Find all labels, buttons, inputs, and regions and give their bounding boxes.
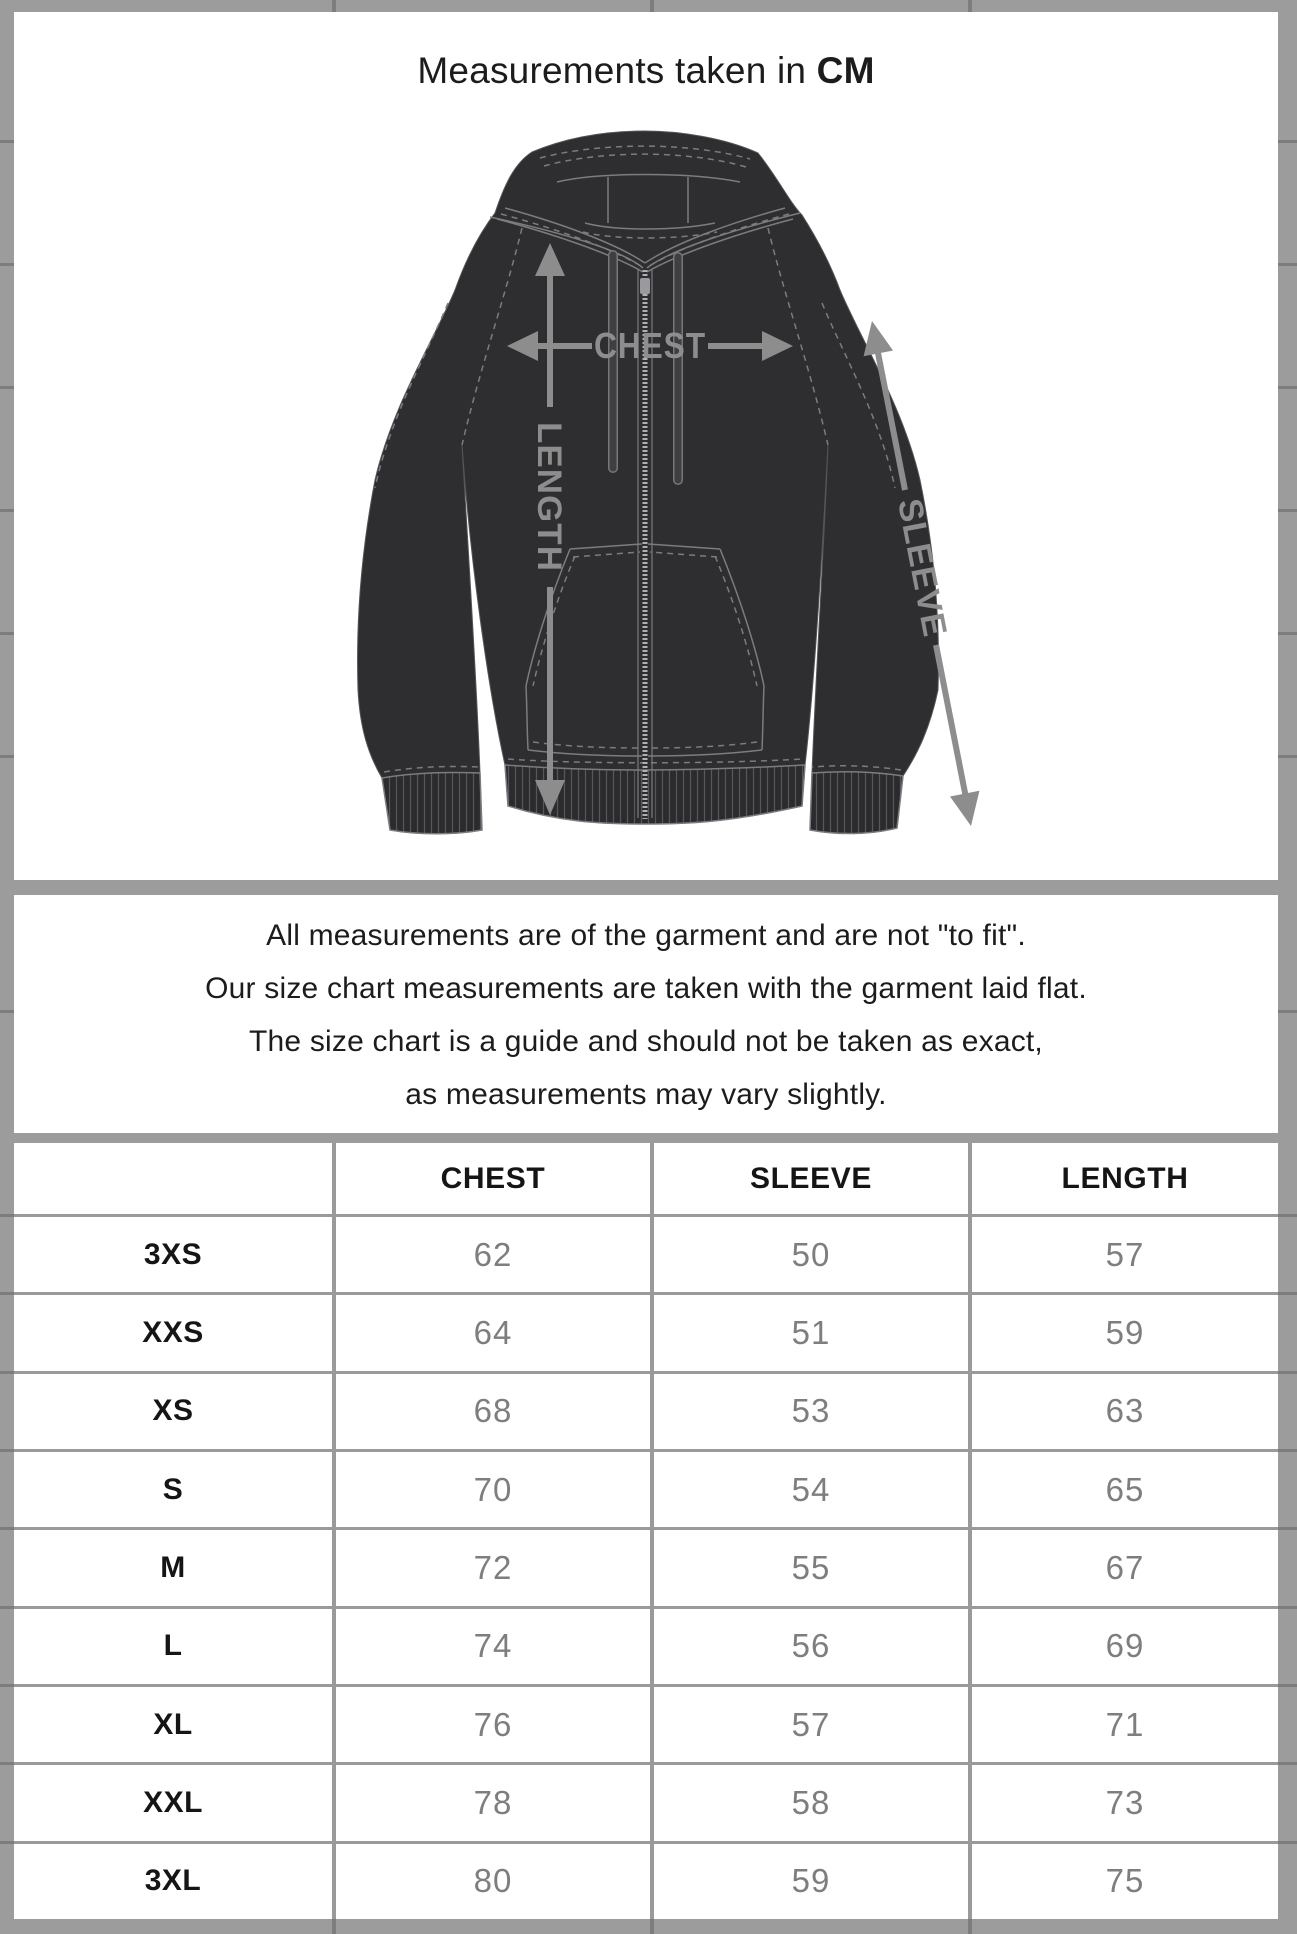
size-label: XS xyxy=(152,1394,194,1428)
chest-label: CHEST xyxy=(594,325,706,366)
chest-value: 62 xyxy=(332,1217,650,1292)
section-divider-1 xyxy=(0,880,1297,895)
chest-value: 68 xyxy=(332,1374,650,1449)
cuff-right xyxy=(810,766,903,834)
size-label: XL xyxy=(153,1707,193,1741)
table-row xyxy=(14,1762,1278,1840)
chest-value: 74 xyxy=(332,1609,650,1684)
sleeve-value: 56 xyxy=(650,1609,968,1684)
chest-value: 80 xyxy=(332,1844,650,1919)
size-label: M xyxy=(160,1550,186,1584)
hoodie-diagram-icon xyxy=(330,128,990,838)
note-line: Our size chart measurements are taken with the garment laid flat. xyxy=(205,972,1087,1005)
sleeve-value: 53 xyxy=(650,1374,968,1449)
chest-value: 64 xyxy=(332,1295,650,1370)
size-label: L xyxy=(163,1629,183,1663)
size-label: XXL xyxy=(143,1785,203,1819)
table-row xyxy=(14,1527,1278,1605)
length-value: 59 xyxy=(968,1295,1278,1370)
sleeve-value: 58 xyxy=(650,1765,968,1840)
chest-value: 76 xyxy=(332,1687,650,1762)
size-table xyxy=(14,1143,1278,1919)
length-value: 57 xyxy=(968,1217,1278,1292)
length-value: 63 xyxy=(968,1374,1278,1449)
size-label: S xyxy=(162,1472,184,1506)
chest-value: 70 xyxy=(332,1452,650,1527)
header-size xyxy=(14,1143,332,1214)
table-header-row xyxy=(14,1143,1278,1214)
table-row xyxy=(14,1292,1278,1370)
frame-strip-right xyxy=(1278,0,1297,1934)
page-title xyxy=(14,50,1278,92)
chest-value: 78 xyxy=(332,1765,650,1840)
table-row xyxy=(14,1606,1278,1684)
frame-band-bottom xyxy=(0,1919,1297,1934)
note-line: All measurements are of the garment and are not "to fit". xyxy=(266,919,1026,952)
length-value: 71 xyxy=(968,1687,1278,1762)
sleeve-value: 55 xyxy=(650,1530,968,1605)
length-value: 67 xyxy=(968,1530,1278,1605)
length-label: LENGTH xyxy=(530,422,568,568)
length-value: 75 xyxy=(968,1844,1278,1919)
sleeve-value: 54 xyxy=(650,1452,968,1527)
length-value: 65 xyxy=(968,1452,1278,1527)
table-row xyxy=(14,1371,1278,1449)
size-label: 3XS xyxy=(143,1237,203,1271)
sleeve-label: SLEEVE xyxy=(889,495,955,641)
size-label: 3XL xyxy=(144,1864,202,1898)
sleeve-value: 57 xyxy=(650,1687,968,1762)
length-value: 69 xyxy=(968,1609,1278,1684)
frame-strip-left xyxy=(0,0,14,1934)
size-label: XXS xyxy=(142,1315,204,1349)
length-value: 73 xyxy=(968,1765,1278,1840)
note-line: as measurements may vary slightly. xyxy=(405,1078,887,1111)
header-sleeve: SLEEVE xyxy=(650,1143,968,1214)
cuff-left xyxy=(382,767,482,834)
title-unit: CM xyxy=(816,50,875,91)
hoodie-silhouette xyxy=(358,131,939,834)
title-prefix: Measurements taken in xyxy=(417,50,817,91)
table-row xyxy=(14,1449,1278,1527)
sleeve-value: 50 xyxy=(650,1217,968,1292)
table-row xyxy=(14,1684,1278,1762)
notes-block xyxy=(14,909,1278,1121)
note-line: The size chart is a guide and should not be taken as exact, xyxy=(249,1025,1043,1058)
sleeve-value: 51 xyxy=(650,1295,968,1370)
chest-value: 72 xyxy=(332,1530,650,1605)
header-length: LENGTH xyxy=(968,1143,1278,1214)
table-row xyxy=(14,1841,1278,1919)
section-divider-2 xyxy=(0,1133,1297,1143)
sleeve-value: 59 xyxy=(650,1844,968,1919)
header-chest: CHEST xyxy=(332,1143,650,1214)
table-row xyxy=(14,1214,1278,1292)
frame-band-top xyxy=(0,0,1297,12)
